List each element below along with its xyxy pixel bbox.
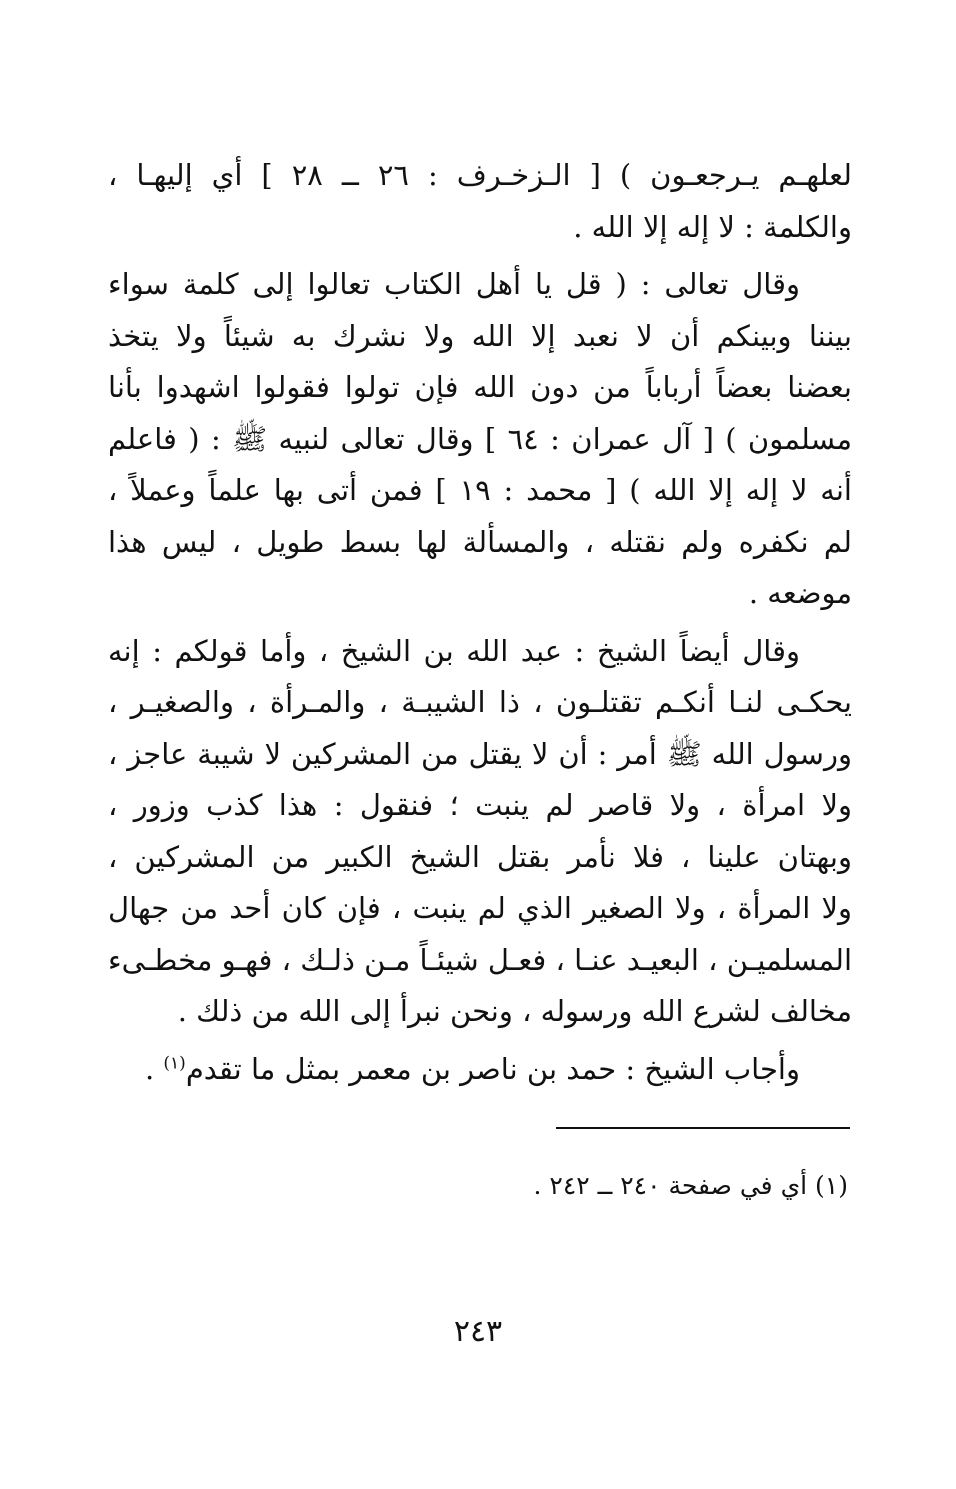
text-line: وبهتان علينا ، فلا نأمر بقتل الشيخ الكبير من المشركين ، xyxy=(108,839,852,874)
final-paragraph-end: . xyxy=(144,1051,164,1086)
text-line: أنه لا إله إلا الله ) [ محمد : ١٩ ] فمن أتى بها علماً وعملاً ، xyxy=(108,473,852,507)
footnote: (١) أي في صفحة ٢٤٠ ــ ٢٤٢ . xyxy=(533,1171,848,1200)
text-line: بيننا وبينكم أن لا نعبد إلا الله ولا نشرك به شيئاً ولا يتخذ xyxy=(108,318,852,353)
text-line: مخالف لشرع الله ورسوله ، ونحن نبرأ إلى الله من ذلك . xyxy=(177,994,852,1028)
text-line: وقال تعالى : ( قل يا أهل الكتاب تعالوا إلى كلمة سواء xyxy=(108,267,800,301)
text-line: ولا المرأة ، ولا الصغير الذي لم ينبت ، فإن كان أحد من جهال xyxy=(108,891,852,925)
footnote-separator xyxy=(556,1127,850,1129)
page-number: ٢٤٣ xyxy=(453,1314,503,1349)
footnote-reference: (١) xyxy=(163,1052,186,1073)
text-line: وقال أيضاً الشيخ : عبد الله بن الشيخ ، وأما قولكم : إنه xyxy=(108,633,800,668)
text-line: موضعه . xyxy=(748,576,852,610)
text-line: والكلمة : لا إله إلا الله . xyxy=(573,209,852,244)
main-text xyxy=(108,150,852,1095)
text-line: ولا امرأة ، ولا قاصر لم ينبت ؛ فنقول : هذا كذب وزور ، xyxy=(108,788,852,822)
text-line: لعلهـم يـرجعـون ) [ الـزخـرف : ٢٦ ــ ٢٨ ] أي إليهـا ، xyxy=(108,158,852,192)
final-paragraph-text: وأجاب الشيخ : حمد بن ناصر بن معمر بمثل ما تقدم xyxy=(185,1051,800,1086)
text-line: لم نكفره ولم نقتله ، والمسألة لها بسط طويل ، ليس هذا xyxy=(108,524,852,559)
text-line: بعضنا بعضاً أرباباً من دون الله فإن تولوا فقولوا اشهدوا بأنا xyxy=(108,370,852,404)
text-line: مسلمون ) [ آل عمران : ٦٤ ] وقال تعالى لنبيه ﷺ : ( فاعلم xyxy=(108,421,852,456)
text-line: المسلميـن ، البعيـد عنـا ، فعـل شيئـاً مـن ذلـك ، فهـو مخطـىء xyxy=(108,942,852,977)
text-line: يحكـى لنـا أنكـم تقتلـون ، ذا الشيبـة ، والمـرأة ، والصغيـر ، xyxy=(108,685,852,719)
text-line-final xyxy=(108,1044,852,1096)
text-line: ورسول الله ﷺ أمر : أن لا يقتل من المشركين لا شيبة عاجز ، xyxy=(108,736,852,771)
